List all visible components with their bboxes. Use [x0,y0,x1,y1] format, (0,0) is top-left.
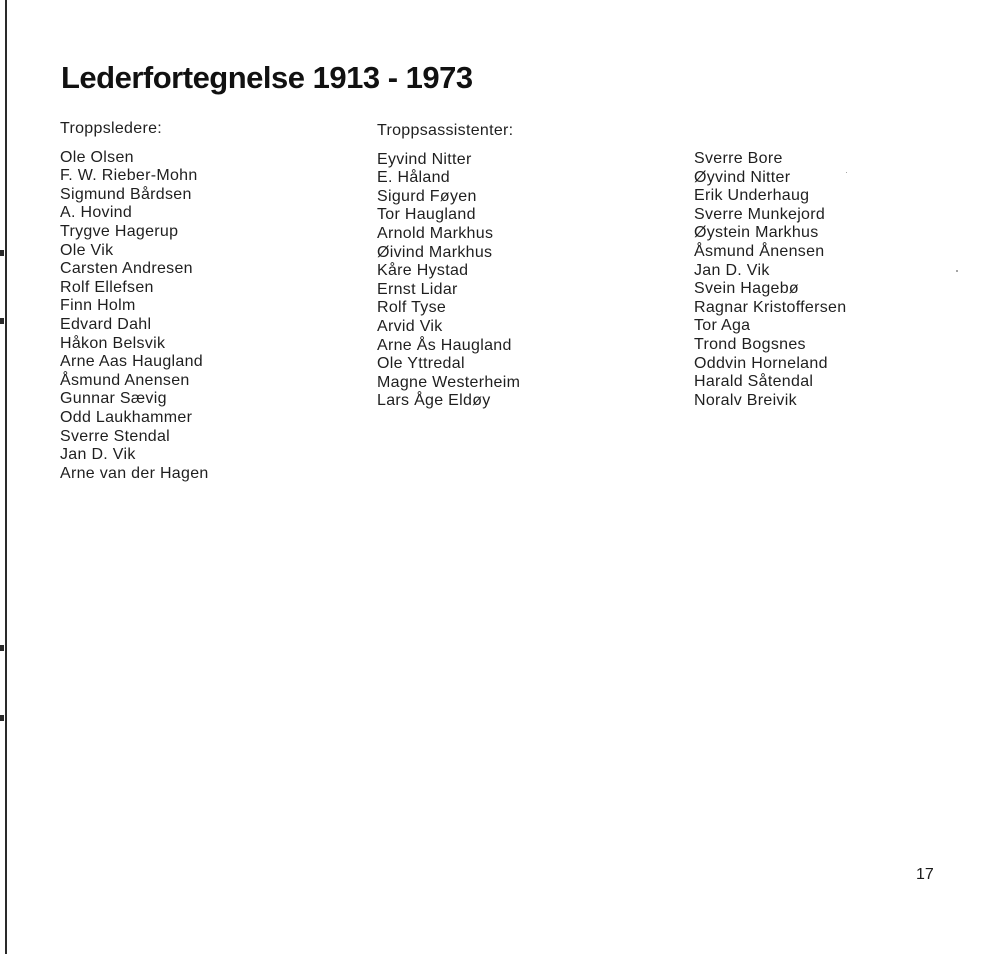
list-item: Harald Såtendal [694,373,814,391]
list-item: Arnold Markhus [377,224,494,242]
page-title: Lederfortegnelse 1913 - 1973 [61,60,473,95]
column-heading: Troppsledere: [60,120,163,137]
list-item: Rolf Ellefsen [60,278,154,296]
column-troppsassistenter-continued [694,150,846,410]
list-item: Svein Hagebø [694,280,799,298]
list-item: Noralv Breivik [694,391,797,409]
name-list [377,151,520,411]
list-item: Arne Ås Haugland [377,336,512,354]
list-item: Ole Vik [60,241,114,259]
list-item: Åsmund Anensen [60,371,190,389]
list-item: E. Håland [377,169,450,187]
list-item: Sigmund Bårdsen [60,185,192,203]
column-troppsledere [60,120,209,483]
list-item: Ole Yttredal [377,355,465,373]
list-item: Eyvind Nitter [377,150,472,168]
list-item: Tor Aga [694,317,751,335]
list-item: Ragnar Kristoffersen [694,298,847,316]
list-item: F. W. Rieber-Mohn [60,167,198,185]
list-item: Øyvind Nitter [694,168,791,186]
list-item: Edvard Dahl [60,315,152,333]
list-item: Sverre Munkejord [694,205,826,223]
list-item: Oddvin Horneland [694,354,828,372]
list-item: Arne van der Hagen [60,464,209,482]
list-item: Carsten Andresen [60,260,193,278]
list-item: Ernst Lidar [377,280,458,298]
list-item: Rolf Tyse [377,299,447,317]
list-item: Jan D. Vik [694,261,770,279]
list-item: Erik Underhaug [694,187,810,205]
print-speck [846,172,847,173]
list-item: Åsmund Ånensen [694,242,825,260]
print-speck [956,270,958,272]
list-item: Magne Westerheim [377,373,521,391]
list-item: Øivind Markhus [377,243,493,261]
binding-mark [0,318,4,324]
list-item: Tor Haugland [377,206,476,224]
list-item: Jan D. Vik [60,446,136,464]
list-item: A. Hovind [60,204,133,222]
list-item: Øystein Markhus [694,224,819,242]
list-item: Sverre Bore [694,150,783,167]
list-item: Sverre Stendal [60,427,171,445]
name-list [60,149,209,484]
list-item: Arne Aas Haugland [60,353,203,371]
list-item: Kåre Hystad [377,262,469,280]
page-number: 17 [916,866,934,883]
binding-mark [0,645,4,651]
list-item: Odd Laukhammer [60,408,193,426]
list-item: Trond Bogsnes [694,335,806,353]
binding-mark [0,715,4,721]
list-item: Gunnar Sævig [60,390,167,408]
binding-mark [0,250,4,256]
list-item: Håkon Belsvik [60,334,166,352]
page-binding-edge [5,0,7,954]
name-list [694,150,846,410]
list-item: Arvid Vik [377,317,443,335]
list-item: Lars Åge Eldøy [377,392,491,410]
list-item: Sigurd Føyen [377,187,477,205]
list-item: Finn Holm [60,297,136,315]
list-item: Trygve Hagerup [60,222,179,240]
column-heading: Troppsassistenter: [377,122,514,139]
column-troppsassistenter [377,122,520,411]
list-item: Ole Olsen [60,148,134,166]
